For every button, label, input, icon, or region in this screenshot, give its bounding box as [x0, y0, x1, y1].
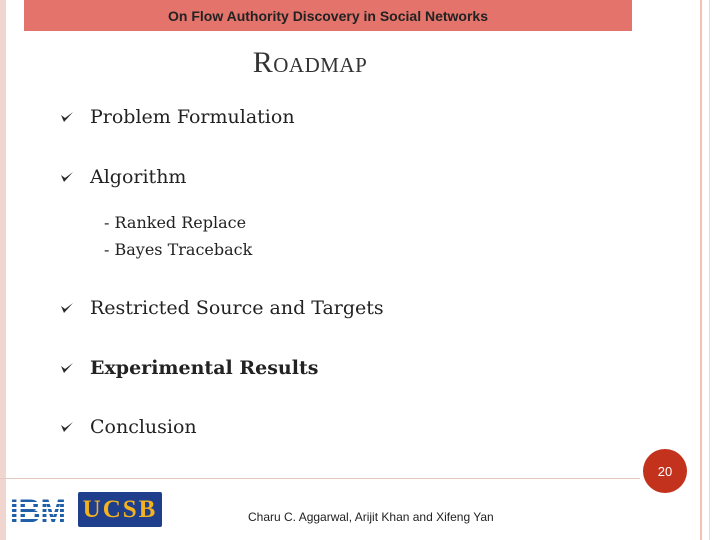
- left-border-stripe: [0, 0, 6, 540]
- footer-authors: Charu C. Aggarwal, Arijit Khan and Xifeng Yan: [248, 510, 494, 524]
- checkmark-arrow-icon: [60, 361, 74, 375]
- bullet-label: Algorithm: [90, 166, 187, 188]
- ucsb-logo: [78, 492, 162, 527]
- ucsb-logo-text: UCSB: [82, 495, 158, 523]
- header-bar: [24, 0, 632, 31]
- bullet-label: Conclusion: [90, 416, 197, 438]
- checkmark-arrow-icon: [60, 420, 74, 434]
- header-title: On Flow Authority Discovery in Social Networks: [168, 7, 488, 24]
- checkmark-arrow-icon: [60, 301, 74, 315]
- bullet-label: Problem Formulation: [90, 106, 295, 128]
- checkmark-arrow-icon: [60, 110, 74, 124]
- bullet-item-experimental-results: [60, 357, 318, 379]
- checkmark-arrow-icon: [60, 170, 74, 184]
- page-number-badge: [643, 449, 687, 493]
- bullet-item-conclusion: [60, 416, 197, 438]
- ibm-logo: [10, 494, 68, 526]
- bullet-item-problem-formulation: [60, 106, 295, 128]
- bullet-label: Experimental Results: [90, 357, 319, 379]
- footer-divider: [0, 478, 640, 479]
- sub-item-bayes-traceback: - Bayes Traceback: [104, 240, 253, 259]
- page-number: 20: [657, 463, 673, 479]
- bullet-item-algorithm: [60, 166, 186, 188]
- sub-item-ranked-replace: - Ranked Replace: [104, 213, 247, 232]
- bullet-label: Restricted Source and Targets: [90, 297, 384, 319]
- right-border-line-thin: [709, 0, 710, 540]
- slide-title: Roadmap: [252, 46, 368, 79]
- bullet-item-restricted-source: [60, 297, 384, 319]
- right-border-line: [700, 0, 702, 540]
